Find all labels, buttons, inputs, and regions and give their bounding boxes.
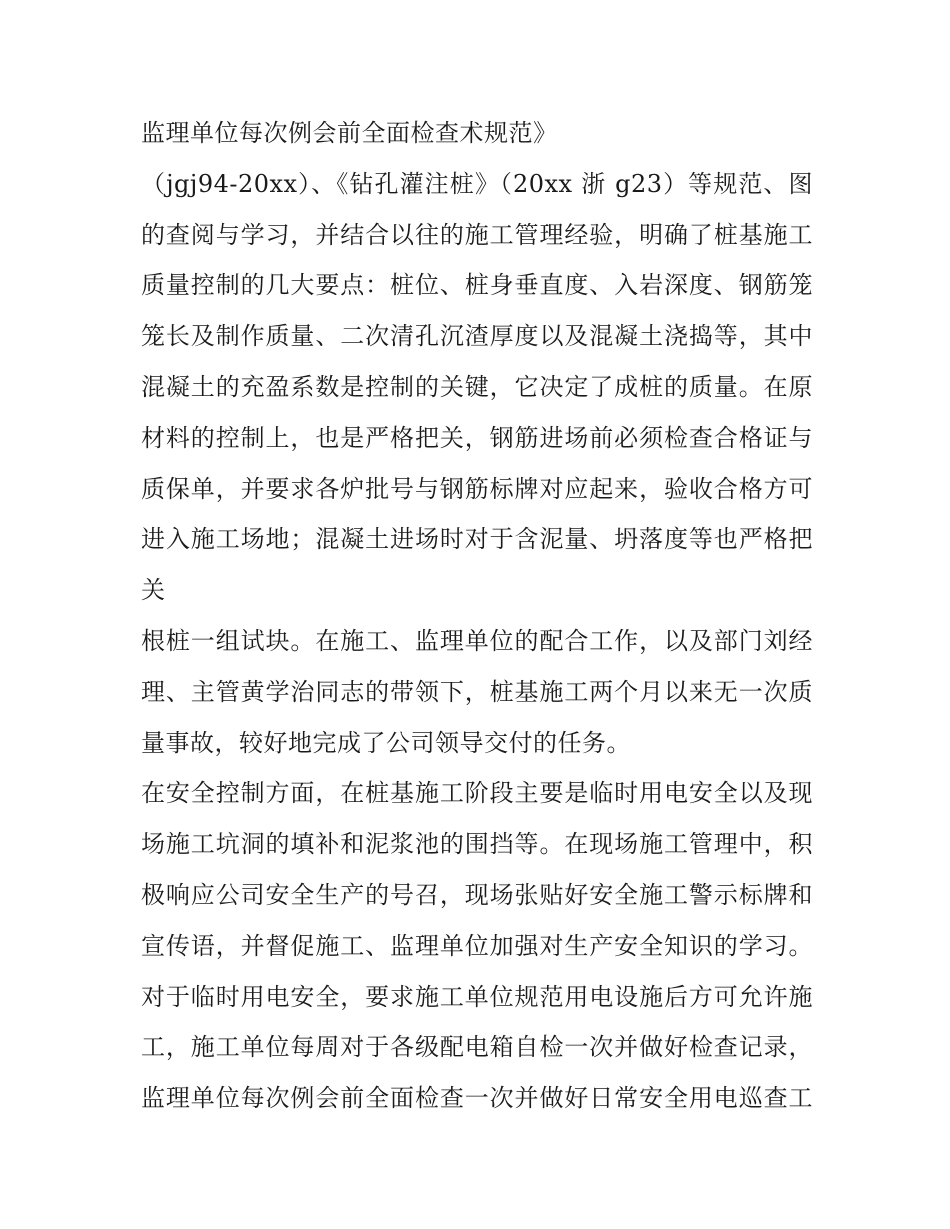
text-line-8: 质保单，并要求各炉批号与钢筋标牌对应起来，验收合格方可 (141, 474, 813, 503)
text-line-4: 质量控制的几大要点：桩位、桩身垂直度、入岩深度、钢筋笼 (141, 271, 813, 300)
text-line-9: 进入施工场地；混凝土进场时对于含泥量、坍落度等也严格把 (141, 525, 813, 554)
text-line-20: 监理单位每次例会前全面检查一次并做好日常安全用电巡查工 (141, 1084, 813, 1113)
text-line-1: 监理单位每次例会前全面检查术规范》 (141, 119, 558, 147)
text-line-5: 笼长及制作质量、二次清孔沉渣厚度以及混凝土浇捣等，其中 (141, 322, 813, 351)
text-line-13: 量事故，较好地完成了公司领导交付的任务。 (141, 728, 631, 757)
text-line-14: 在安全控制方面，在桩基施工阶段主要是临时用电安全以及现 (141, 779, 813, 808)
text-line-17: 宣传语，并督促施工、监理单位加强对生产安全知识的学习。 (141, 931, 813, 960)
text-line-2: （jgj94-20xx）、《钻孔灌注桩》（20xx 浙 g23）等规范、图 (141, 169, 813, 198)
text-line-16: 极响应公司安全生产的号召，现场张贴好安全施工警示标牌和 (141, 880, 813, 909)
text-line-19: 工，施工单位每周对于各级配电箱自检一次并做好检查记录， (141, 1033, 813, 1062)
text-line-3: 的查阅与学习，并结合以往的施工管理经验，明确了桩基施工 (141, 220, 813, 249)
text-line-7: 材料的控制上，也是严格把关，钢筋进场前必须检查合格证与 (141, 423, 813, 452)
text-line-11: 根桩一组试块。在施工、监理单位的配合工作，以及部门刘经 (141, 626, 813, 655)
text-line-10: 关 (141, 576, 166, 605)
body-text (141, 108, 813, 1124)
text-line-15: 场施工坑洞的填补和泥浆池的围挡等。在现场施工管理中，积 (141, 830, 813, 859)
text-line-12: 理、主管黄学治同志的带领下，桩基施工两个月以来无一次质 (141, 677, 813, 706)
text-line-18: 对于临时用电安全，要求施工单位规范用电设施后方可允许施 (141, 982, 813, 1011)
text-line-6: 混凝土的充盈系数是控制的关键，它决定了成桩的质量。在原 (141, 372, 813, 401)
